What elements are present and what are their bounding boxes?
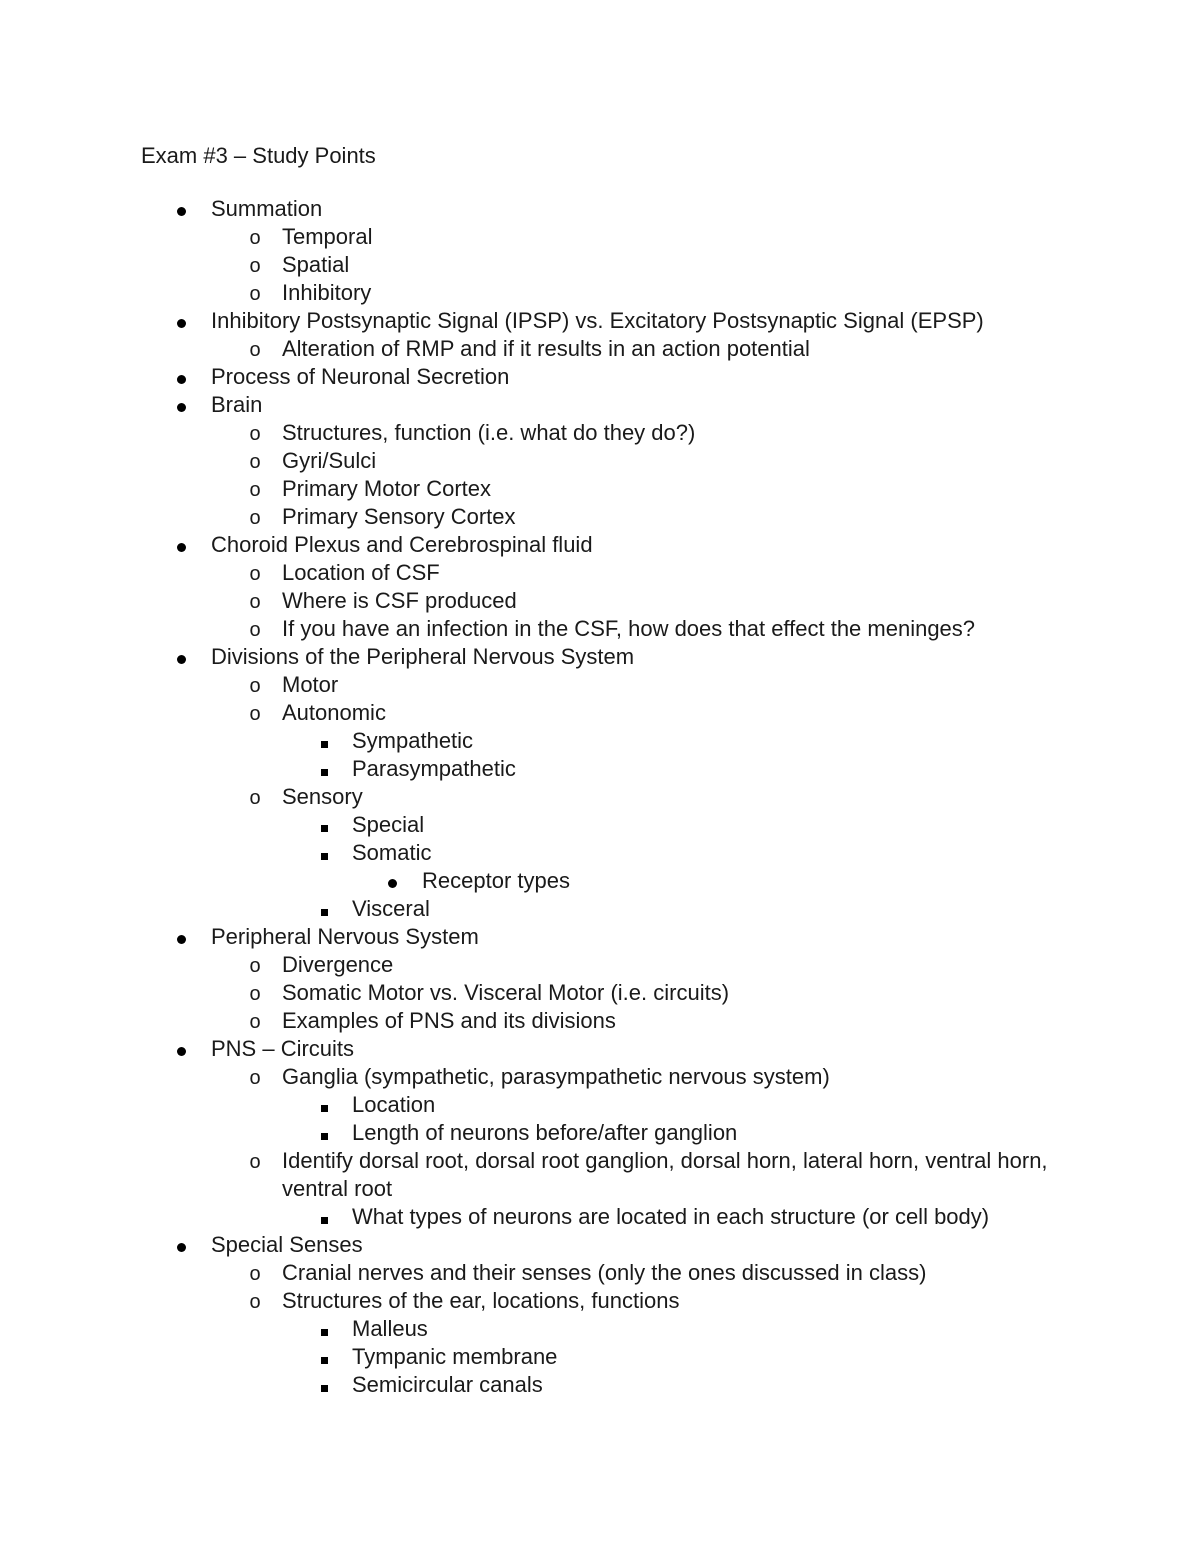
outline-item-level-2	[0, 1343, 1200, 1371]
outline-item-level-1	[0, 979, 1200, 1007]
outline-item-text: PNS – Circuits	[211, 1036, 355, 1061]
outline-item-text: Ganglia (sympathetic, parasympathetic nervous system)	[282, 1064, 830, 1089]
outline-item-level-2	[0, 1315, 1200, 1343]
outline-item-text: Divisions of the Peripheral Nervous System	[211, 644, 635, 669]
bullet-circle-icon: o	[249, 1151, 261, 1173]
outline-item-level-2	[0, 727, 1200, 755]
outline-item-text: Cranial nerves and their senses (only the ones discussed in class)	[282, 1260, 927, 1285]
outline-item-level-1	[0, 1063, 1200, 1091]
bullet-square-icon	[314, 1315, 334, 1343]
document-title: Exam #3 – Study Points	[141, 143, 376, 168]
bullet-circle-icon: o	[249, 983, 261, 1005]
outline-item-text: Structures of the ear, locations, functions	[282, 1288, 680, 1313]
outline-item-level-1	[0, 615, 1200, 643]
bullet-square-icon	[314, 839, 334, 867]
outline-item-text: Length of neurons before/after ganglion	[352, 1120, 738, 1145]
bullet-circle-icon: o	[249, 1067, 261, 1089]
outline-item-text: Malleus	[352, 1316, 428, 1341]
bullet-circle-icon: o	[249, 703, 261, 725]
bullet-dot-icon	[171, 195, 191, 223]
bullet-circle-icon: o	[249, 507, 261, 529]
outline-item-text: Special Senses	[211, 1232, 363, 1257]
bullet-dot-icon	[171, 1035, 191, 1063]
outline-item-text: Primary Motor Cortex	[282, 476, 492, 501]
outline-item-level-1	[0, 335, 1200, 363]
outline-item-text: Location of CSF	[282, 560, 440, 585]
outline-item-level-1	[0, 1147, 1200, 1203]
bullet-dot-icon	[171, 363, 191, 391]
outline-item-text: Summation	[211, 196, 323, 221]
outline-item-text: Spatial	[282, 252, 350, 277]
outline-item-text: Motor	[282, 672, 339, 697]
outline-item-level-0	[0, 531, 1200, 559]
outline-item-level-1	[0, 783, 1200, 811]
outline-item-text: Choroid Plexus and Cerebrospinal fluid	[211, 532, 593, 557]
outline-item-text: Gyri/Sulci	[282, 448, 377, 473]
bullet-square-icon	[314, 895, 334, 923]
outline-item-level-1	[0, 251, 1200, 279]
bullet-dot-icon	[171, 531, 191, 559]
outline-item-text: Visceral	[352, 896, 430, 921]
outline-item-text: Parasympathetic	[352, 756, 516, 781]
outline-item-text: Examples of PNS and its divisions	[282, 1008, 616, 1033]
bullet-dot-icon	[171, 1231, 191, 1259]
bullet-dot-icon	[382, 867, 402, 895]
bullet-dot-icon	[171, 643, 191, 671]
outline-item-level-0	[0, 643, 1200, 671]
outline-item-text: Sensory	[282, 784, 363, 809]
outline-item-level-0	[0, 363, 1200, 391]
outline-item-text: Where is CSF produced	[282, 588, 517, 613]
outline-item-level-2	[0, 1371, 1200, 1399]
bullet-circle-icon: o	[249, 1011, 261, 1033]
outline-item-level-1	[0, 951, 1200, 979]
outline-item-level-1	[0, 1259, 1200, 1287]
outline-item-level-2	[0, 1091, 1200, 1119]
outline-item-text: Somatic Motor vs. Visceral Motor (i.e. circuits)	[282, 980, 730, 1005]
outline-item-text: Brain	[211, 392, 263, 417]
bullet-dot-icon	[171, 923, 191, 951]
bullet-circle-icon: o	[249, 423, 261, 445]
outline-item-text: Structures, function (i.e. what do they do?)	[282, 420, 696, 445]
outline-item-level-1	[0, 419, 1200, 447]
bullet-circle-icon: o	[249, 619, 261, 641]
outline-item-text: Peripheral Nervous System	[211, 924, 479, 949]
outline-item-level-1	[0, 223, 1200, 251]
bullet-circle-icon: o	[249, 255, 261, 277]
outline-item-text: What types of neurons are located in each structure (or cell body)	[352, 1204, 990, 1229]
bullet-circle-icon: o	[249, 283, 261, 305]
bullet-square-icon	[314, 811, 334, 839]
outline-item-text: Identify dorsal root, dorsal root ganglion, dorsal horn, lateral horn, ventral horn, ventral root	[282, 1148, 1054, 1201]
outline-item-text: Inhibitory Postsynaptic Signal (IPSP) vs. Excitatory Postsynaptic Signal (EPSP)	[211, 308, 984, 333]
outline-item-text: Inhibitory	[282, 280, 372, 305]
outline-item-text: Alteration of RMP and if it results in an action potential	[282, 336, 810, 361]
outline-item-level-0	[0, 195, 1200, 223]
bullet-circle-icon: o	[249, 787, 261, 809]
outline-item-text: Divergence	[282, 952, 394, 977]
bullet-circle-icon: o	[249, 451, 261, 473]
outline-item-text: Location	[352, 1092, 436, 1117]
bullet-circle-icon: o	[249, 563, 261, 585]
outline-item-level-0	[0, 923, 1200, 951]
bullet-square-icon	[314, 1343, 334, 1371]
outline-item-level-2	[0, 811, 1200, 839]
outline-item-text: Somatic	[352, 840, 432, 865]
outline-item-text: If you have an infection in the CSF, how does that effect the meninges?	[282, 616, 976, 641]
outline-item-level-0	[0, 1231, 1200, 1259]
bullet-circle-icon: o	[249, 675, 261, 697]
bullet-dot-icon	[171, 307, 191, 335]
outline-item-text: Primary Sensory Cortex	[282, 504, 516, 529]
outline-item-text: Sympathetic	[352, 728, 474, 753]
outline-item-level-2	[0, 755, 1200, 783]
outline-item-level-1	[0, 447, 1200, 475]
outline-item-text: Tympanic membrane	[352, 1344, 558, 1369]
bullet-circle-icon: o	[249, 479, 261, 501]
outline-item-level-1	[0, 475, 1200, 503]
outline-item-level-2	[0, 1119, 1200, 1147]
bullet-circle-icon: o	[249, 227, 261, 249]
outline-item-level-1	[0, 559, 1200, 587]
bullet-circle-icon: o	[249, 339, 261, 361]
outline-item-text: Process of Neuronal Secretion	[211, 364, 510, 389]
outline-item-level-1	[0, 503, 1200, 531]
outline-item-level-1	[0, 1007, 1200, 1035]
bullet-circle-icon: o	[249, 1291, 261, 1313]
outline-item-text: Semicircular canals	[352, 1372, 543, 1397]
outline-item-text: Autonomic	[282, 700, 386, 725]
outline-item-text: Special	[352, 812, 425, 837]
outline-item-level-2	[0, 1203, 1200, 1231]
outline-item-level-0	[0, 391, 1200, 419]
bullet-square-icon	[314, 1371, 334, 1399]
study-points-outline	[0, 195, 1200, 1399]
outline-item-level-1	[0, 1287, 1200, 1315]
bullet-dot-icon	[171, 391, 191, 419]
outline-item-level-2	[0, 839, 1200, 867]
outline-item-level-3	[0, 867, 1200, 895]
outline-item-text: Temporal	[282, 224, 373, 249]
bullet-square-icon	[314, 1119, 334, 1147]
outline-item-level-1	[0, 587, 1200, 615]
outline-item-level-0	[0, 307, 1200, 335]
bullet-square-icon	[314, 1091, 334, 1119]
outline-item-level-0	[0, 1035, 1200, 1063]
outline-item-level-1	[0, 279, 1200, 307]
bullet-square-icon	[314, 727, 334, 755]
bullet-circle-icon: o	[249, 955, 261, 977]
outline-item-level-1	[0, 671, 1200, 699]
outline-item-level-1	[0, 699, 1200, 727]
outline-item-text: Receptor types	[422, 868, 570, 893]
bullet-circle-icon: o	[249, 1263, 261, 1285]
bullet-square-icon	[314, 755, 334, 783]
outline-item-level-2	[0, 895, 1200, 923]
bullet-square-icon	[314, 1203, 334, 1231]
bullet-circle-icon: o	[249, 591, 261, 613]
